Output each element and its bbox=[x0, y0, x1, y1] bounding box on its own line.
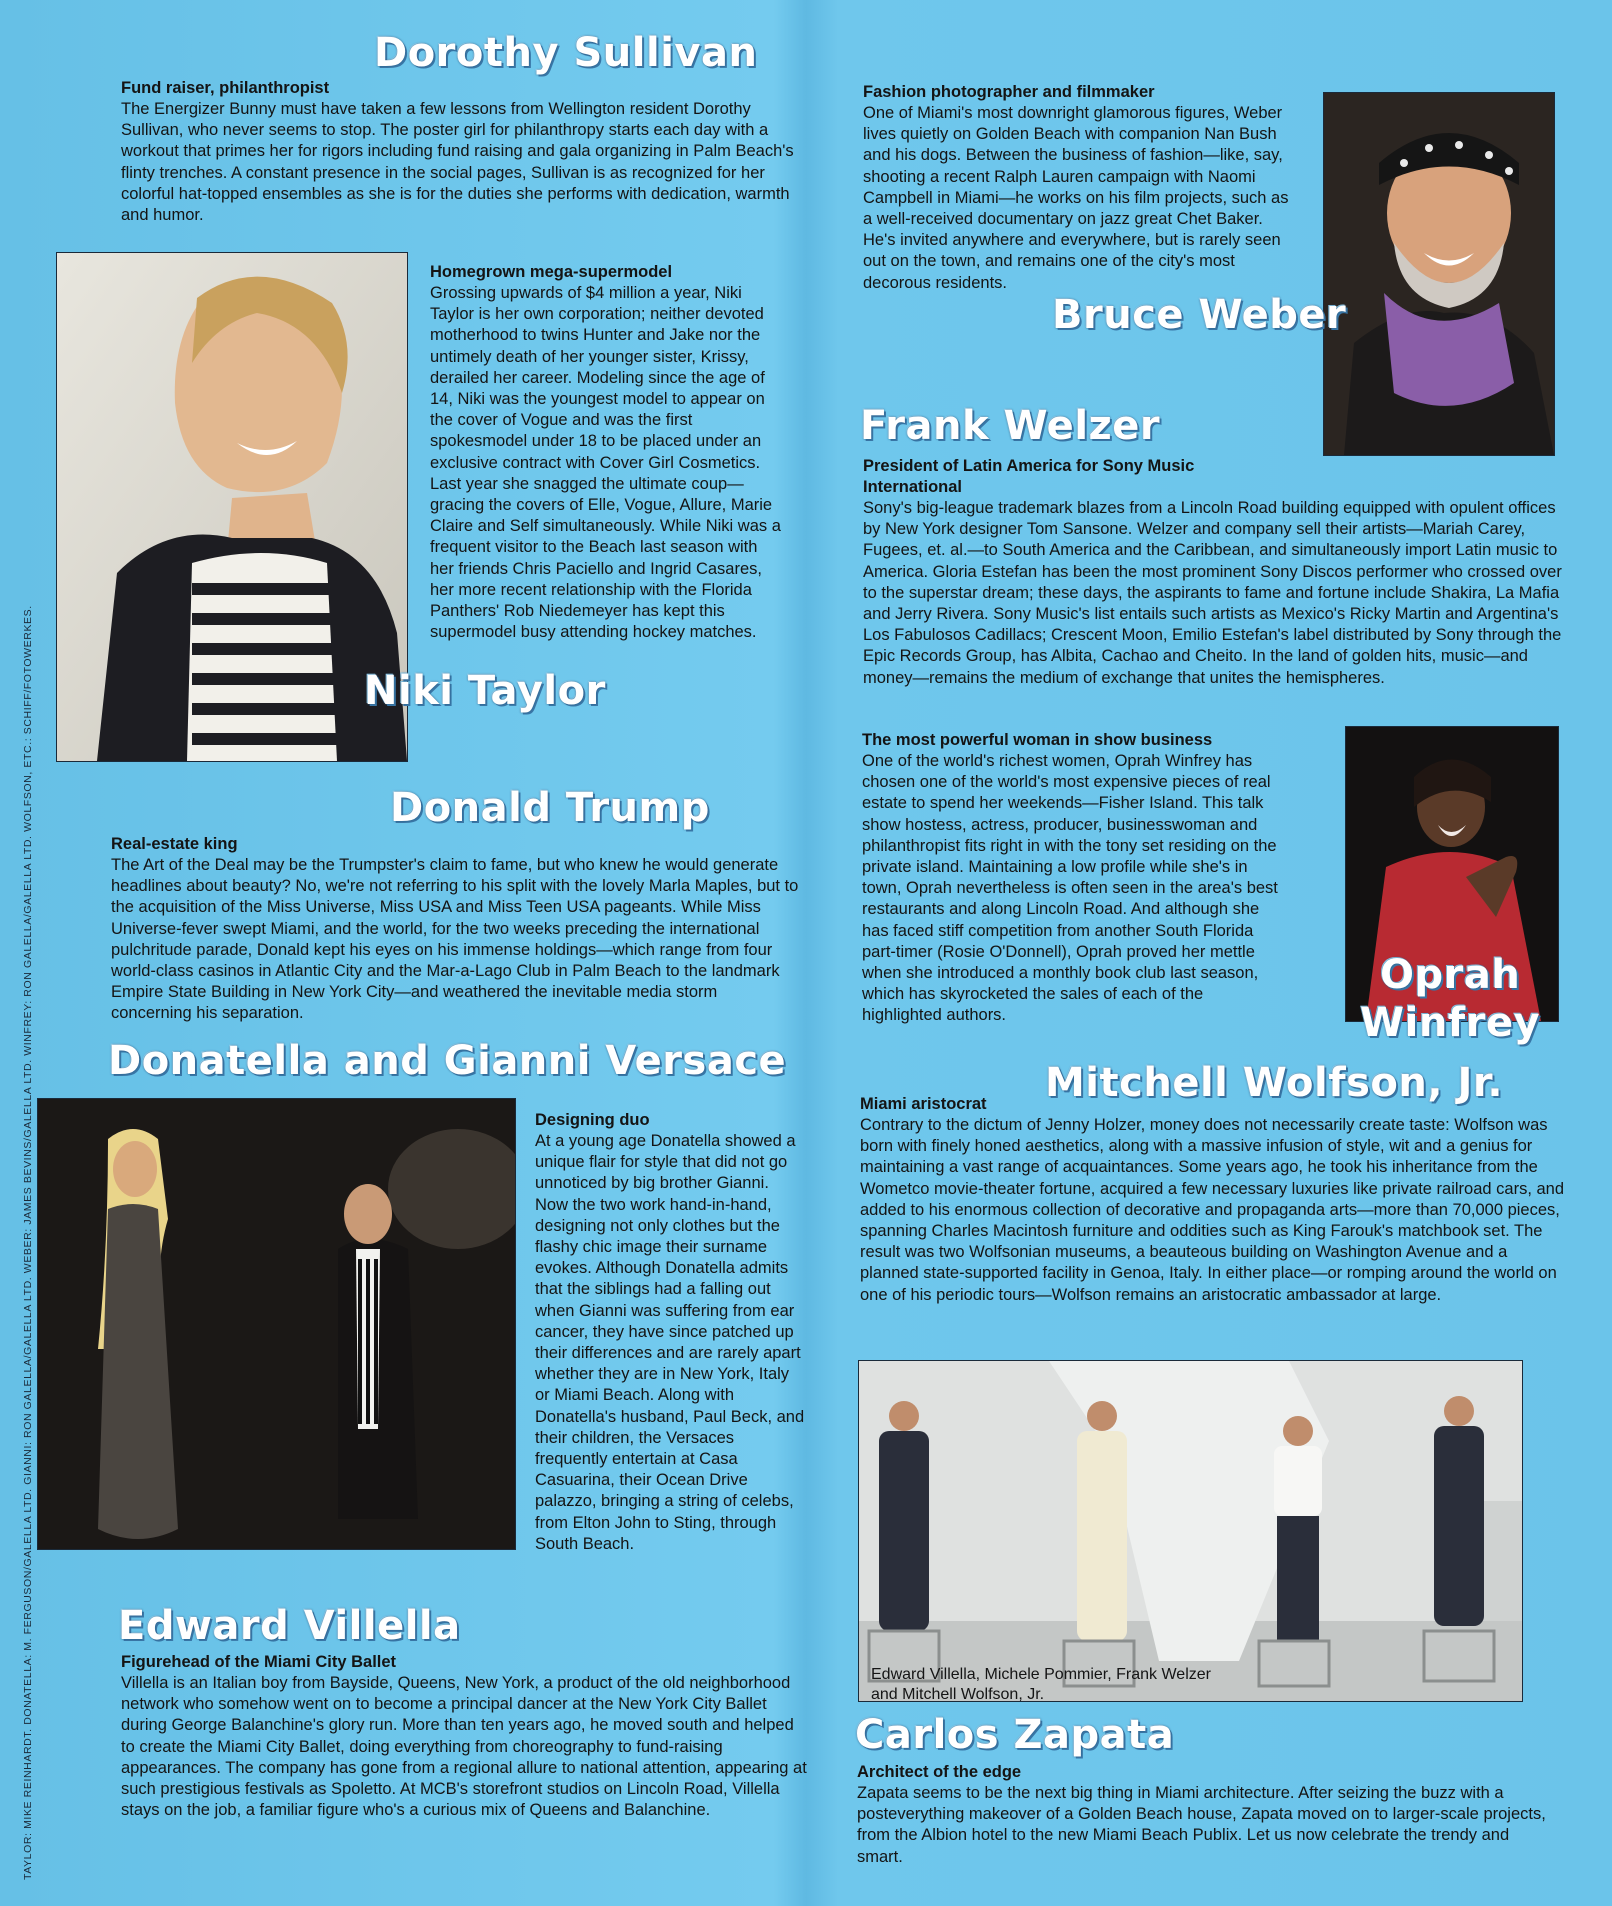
wolfson-group-photo bbox=[858, 1360, 1523, 1702]
zapata-name: Carlos Zapata bbox=[855, 1712, 1175, 1758]
welzer-section bbox=[863, 456, 1563, 689]
villella-section bbox=[121, 1652, 811, 1821]
wolfson-name: Mitchell Wolfson, Jr. bbox=[1045, 1060, 1504, 1106]
villella-body: Villella is an Italian boy from Bayside, Queens, New York, a product of the old neighborhood network who somehow went on to become a principal dancer at the New York City Ballet during George Balanchine's glory run. More than ten years ago, he moved south and helped to create the Miami City Ballet, doing everything from choreography to fund-raising appearances. The company has gone from a regional allure to national attention, appearing at such prestigious festivals as Spoletto. At MCB's storefront studios on Lincoln Road, Villella stays on the job, a familiar figure who's a curious mix of Queens and Balanchine. bbox=[121, 1674, 807, 1820]
bruce-weber-photo bbox=[1323, 92, 1555, 456]
versace-section bbox=[535, 1110, 805, 1555]
welzer-body: Sony's big-league trademark blazes from a Lincoln Road building equipped with opulent offices by New York designer Tom Sansone. Welzer and company sell their artists—Mariah Carey, Fugees, et. al.—to South America and the Caribbean, and simultaneously import Latin music to America. Gloria Estefan has been the most prominent Sony Discos performer who crossed over to the superstar dream; these days, the aspirants to fame and fortune include Shakira, La Mafia and Jerry Rivera. Sony Music's list entails such artists as Mexico's Ricky Martin and Argentina's Los Fabulosos Cadillacs; Crescent Moon, Emilio Estefan's label distributed by Sony through the Epic Records Group, has Albita, Cachao and Cheito. In the land of golden hits, music—and money—remains the medium of exchange that unites the hemispheres. bbox=[863, 499, 1562, 687]
trump-subtitle: Real-estate king bbox=[111, 835, 238, 853]
winfrey-subtitle: The most powerful woman in show business bbox=[862, 731, 1213, 749]
sullivan-subtitle: Fund raiser, philanthropist bbox=[121, 79, 330, 97]
sullivan-body: The Energizer Bunny must have taken a few lessons from Wellington resident Dorothy Sullivan, who never seems to stop. The poster girl for philanthropy starts each day with a workout that primes her for rigors including fund raising and gala organizing in Palm Beach's flinty trenches. A constant presence in the social pages, Sullivan is as recognized for her colorful hat-topped ensembles as she is for the duties she performs with dedication, warmth and humor. bbox=[121, 100, 794, 225]
welzer-name: Frank Welzer bbox=[860, 403, 1161, 449]
taylor-body: Grossing upwards of $4 million a year, Niki Taylor is her own corporation; neither devoted motherhood to twins Hunter and Jake nor the untimely death of her younger sister, Krissy, derailed her career. Modeling since the age of 14, Niki was the youngest model to appear on the cover of Vogue and was the first spokesmodel under 18 to be placed under an exclusive contract with Cover Girl Cosmetics. Last year she snagged the ultimate coup—gracing the covers of Elle, Vogue, Allure, Marie Claire and Self simultaneously. While Niki was a frequent visitor to the Beach last season with her friends Chris Paciello and Ingrid Casares, her more recent relationship with the Florida Panthers' Rob Niedemeyer has kept this supermodel busy attending hockey matches. bbox=[430, 284, 781, 642]
versace-subtitle: Designing duo bbox=[535, 1111, 650, 1129]
villella-subtitle: Figurehead of the Miami City Ballet bbox=[121, 1653, 397, 1671]
taylor-section bbox=[430, 262, 785, 643]
wolfson-section bbox=[860, 1094, 1565, 1306]
wolfson-subtitle: Miami aristocrat bbox=[860, 1095, 987, 1113]
winfrey-body: One of the world's richest women, Oprah Winfrey has chosen one of the world's most expensive pieces of real estate to spend her weekends—Fisher Island. This talk show hostess, actress, producer, businesswoman and philanthropist fits right in with the tony set residing on the private island. Maintaining a low profile while she's in town, Oprah nevertheless is often seen in the area's best restaurants and along Lincoln Road. And although she has faced stiff competition from another South Florida part-timer (Rosie O'Donnell), Oprah proved her mettle when she introduced a monthly book club last season, which has skyrocketed the sales of each of the highlighted authors. bbox=[862, 752, 1278, 1025]
wolfson-photo-caption: Edward Villella, Michele Pommier, Frank Welzer and Mitchell Wolfson, Jr. bbox=[871, 1666, 1211, 1703]
sullivan-section bbox=[121, 78, 801, 226]
weber-subtitle: Fashion photographer and filmmaker bbox=[863, 83, 1155, 101]
niki-taylor-photo bbox=[56, 252, 408, 762]
weber-section bbox=[863, 82, 1293, 294]
welzer-subtitle: President of Latin America for Sony Music International bbox=[863, 457, 1195, 496]
wolfson-body: Contrary to the dictum of Jenny Holzer, money does not necessarily create taste: Wolfson was born with finely honed aesthetics, along with a massive infusion of style, wit and a genius for maintaining a vast range of acquaintances. Some years ago, he took his inheritance from the Wometco movie-theater fortune, acquired a few necessary luxuries like private railroad cars, and added to his enormous collection of decorative and propaganda arts—more than 70,000 pieces, spanning Charles Macintosh furniture and oddities such as King Farouk's matchbook set. The result was two Wolfsonian museums, a beauteous building on Washington Avenue and a planned state-supported facility in Genoa, Italy. In either place—or romping around the world on one of his periodic tours—Wolfson remains an aristocratic ambassador at large. bbox=[860, 1116, 1565, 1304]
trump-section bbox=[111, 834, 801, 1025]
zapata-section bbox=[857, 1762, 1547, 1868]
winfrey-section bbox=[862, 730, 1282, 1027]
winfrey-name-line1: Oprah bbox=[1380, 952, 1521, 998]
zapata-subtitle: Architect of the edge bbox=[857, 1763, 1022, 1781]
photo-credit: TAYLOR: MIKE REINHARDT. DONATELLA: M. FERGUSON/GALELLA LTD. GIANNI: RON GALELLA/GALELLA LTD. WEBER: JAMES BEVINS/GALELLA LTD. WINFREY: RON GALELLA/GALELLA LTD. WOLFSON, ETC.: SCHIFF/FOTOWERKES. bbox=[22, 605, 34, 1880]
weber-name: Bruce Weber bbox=[1052, 292, 1347, 338]
sullivan-name: Dorothy Sullivan bbox=[374, 30, 758, 76]
taylor-subtitle: Homegrown mega-supermodel bbox=[430, 263, 673, 281]
villella-name: Edward Villella bbox=[118, 1603, 461, 1649]
trump-body: The Art of the Deal may be the Trumpster's claim to fame, but who knew he would generate headlines about beauty? No, we're not referring to his split with the lovely Marla Maples, but to the acquisition of the Miss Universe, Miss USA and Miss Teen USA pageants. While Miss Universe-fever swept Miami, and the world, for the two weeks preceding the international pulchritude parade, Donald kept his eyes on his immense holdings—which range from four world-class casinos in Atlantic City and the Mar-a-Lago Club in Palm Beach to the landmark Empire State Building in New York City—and weathered the inevitable media storm concerning his separation. bbox=[111, 856, 799, 1023]
trump-name: Donald Trump bbox=[390, 785, 710, 831]
versace-name: Donatella and Gianni Versace bbox=[108, 1038, 787, 1084]
weber-body: One of Miami's most downright glamorous figures, Weber lives quietly on Golden Beach with companion Nan Bush and his dogs. Between the business of fashion—like, say, shooting a recent Ralph Lauren campaign with Naomi Campbell in Miami—he works on his film projects, such as a well-received documentary on jazz great Chet Baker. He's invited anywhere and everywhere, but is rarely seen out on the town, and remains one of the city's most decorous residents. bbox=[863, 104, 1289, 292]
winfrey-name-line2: Winfrey bbox=[1360, 1000, 1541, 1046]
zapata-body: Zapata seems to be the next big thing in Miami architecture. After seizing the buzz with a posteverything makeover of a Golden Beach house, Zapata moved on to larger-scale projects, from the Albion hotel to the new Miami Beach Publix. Let us now celebrate the trendy and smart. bbox=[857, 1784, 1546, 1866]
taylor-name: Niki Taylor bbox=[364, 668, 606, 714]
versace-photo bbox=[37, 1098, 516, 1550]
versace-body: At a young age Donatella showed a unique flair for style that did not go unnoticed by big brother Gianni. Now the two work hand-in-hand, designing not only clothes but the flashy chic image their surname evokes. Although Donatella admits that the siblings had a falling out when Gianni was suffering from ear cancer, they have since patched up their differences and are rarely apart whether they are in New York, Italy or Miami Beach. Along with Donatella's husband, Paul Beck, and their children, the Versaces frequently entertain at Casa Casuarina, their Ocean Drive palazzo, bringing a string of celebs, from Elton John to Sting, through South Beach. bbox=[535, 1132, 805, 1553]
